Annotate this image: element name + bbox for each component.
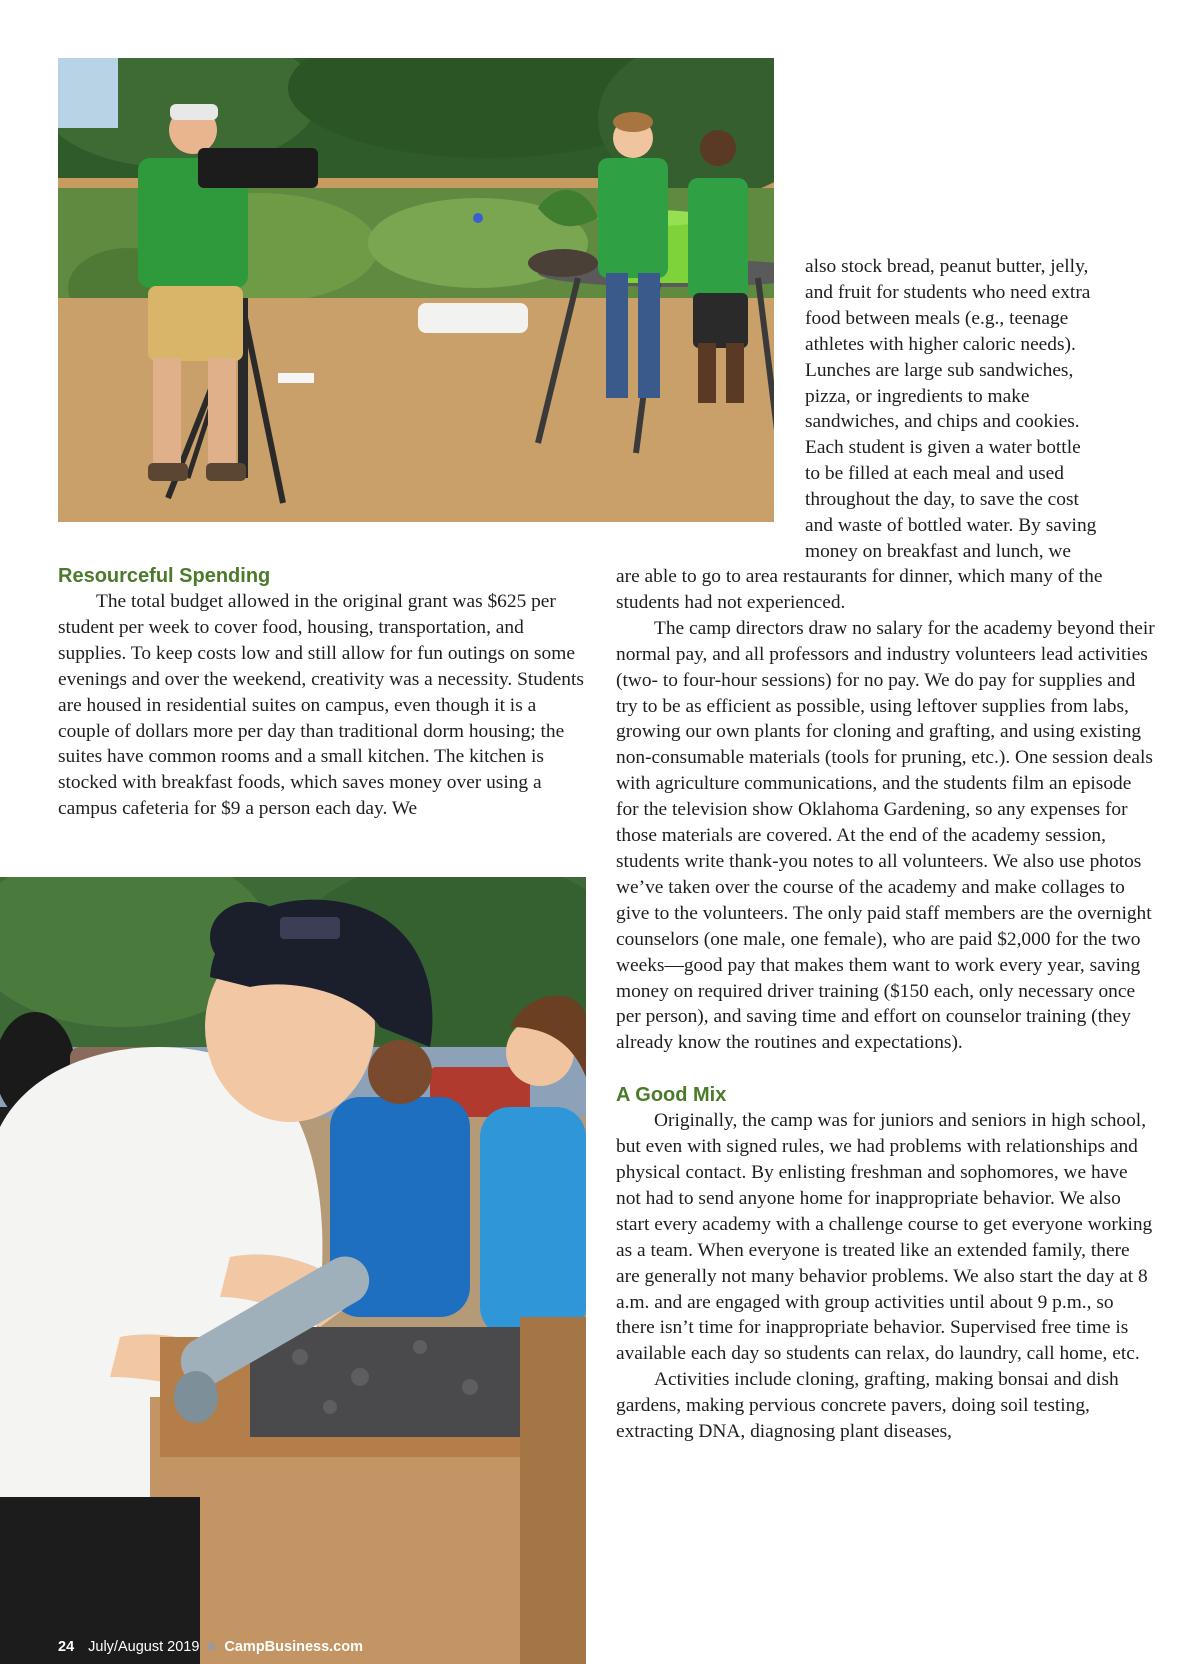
paragraph-activities: Activities include cloning, grafting, making bonsai and dish gardens, making pervious concrete pavers, doing soil testing, extracting DNA, diagnosing plant diseases, (616, 1369, 1119, 1443)
text-line: and fruit for students who need extra (805, 281, 1091, 303)
photo-garden-filming (58, 58, 774, 522)
page-footer (58, 1639, 363, 1655)
text-line: and waste of bottled water. By saving (805, 515, 1097, 537)
issue-date: July/August 2019 (88, 1639, 200, 1655)
text-line: food between meals (e.g., teenage (805, 307, 1069, 329)
text-line: money on breakfast and lunch, we (805, 540, 1071, 562)
paragraph-continuation: are able to go to area restaurants for dinner, which many of the students had not experienced. (616, 566, 1103, 613)
paragraph-camp-directors: The camp directors draw no salary for the academy beyond their normal pay, and all professors and industry volunteers lead activities (two- to four-hour sessions) for no pay. We do pay for supplies and try to be as efficient as possible, using leftover supplies from labs, growing our own plants for cloning and grafting, and using existing non-consumable materials (tools for pruning, etc.). One session deals with agriculture communications, and the students film an episode for the television show Oklahoma Gardening, so any expenses for those materials are covered. At the end of the academy session, students write thank-you notes to all volunteers. We also use photos we’ve taken over the course of the academy and make collages to give to the volunteers. The only paid staff members are the overnight counselors (one male, one female), who are paid $2,000 for the two weeks—good pay that makes them want to work every year, saving money on required driver training ($150 each, only necessary once per person), and saving time and effort on counselor training (they already know the routines and expectations). (616, 617, 1155, 1054)
text-line: sandwiches, and chips and cookies. (805, 411, 1080, 433)
text-line: athletes with higher caloric needs). (805, 333, 1076, 355)
section-heading-a-good-mix: A Good Mix (616, 1084, 727, 1107)
text-line: also stock bread, peanut butter, jelly, (805, 256, 1089, 277)
article-text-top-right (805, 254, 1150, 565)
text-line: throughout the day, to save the cost (805, 489, 1079, 511)
article-column-left (58, 563, 588, 822)
text-line: Each student is given a water bottle (805, 437, 1081, 459)
section-heading-resourceful-spending: Resourceful Spending (58, 565, 271, 587)
article-column-right (616, 564, 1156, 1445)
footer-separator (208, 1643, 215, 1650)
page-number: 24 (58, 1639, 75, 1655)
text-line: pizza, or ingredients to make (805, 385, 1030, 407)
paragraph-budget: The total budget allowed in the original grant was $625 per student per week to cover food, housing, transportation, and supplies. To keep costs low and still allow for fun outings on some evenings and over the weekend, creativity was a necessity. Students are housed in residential suites on campus, even though it is a couple of dollars more per day than traditional dorm housing; the suites have common rooms and a small kitchen. The kitchen is stocked with breakfast foods, which saves money over using a campus cafeteria for $9 a person each day. We (58, 591, 584, 820)
footer-website: CampBusiness.com (224, 1639, 363, 1655)
photo-student-concrete-paver (0, 877, 586, 1664)
text-line: to be filled at each meal and used (805, 463, 1064, 485)
paragraph-originally: Originally, the camp was for juniors and seniors in high school, but even with signed rules, we had problems with relationships and physical contact. By enlisting freshman and sophomores, we have not had to send anyone home for inappropriate behavior. We also start every academy with a challenge course to get everyone working as a team. When everyone is treated like an extended family, there are generally not many behavior problems. We also start the day at 8 a.m. and are engaged with group activities until about 9 p.m., so there isn’t time for inappropriate behavior. Supervised free time is available each day so students can relax, do laundry, call home, etc. (616, 1110, 1153, 1365)
text-line: Lunches are large sub sandwiches, (805, 359, 1074, 381)
